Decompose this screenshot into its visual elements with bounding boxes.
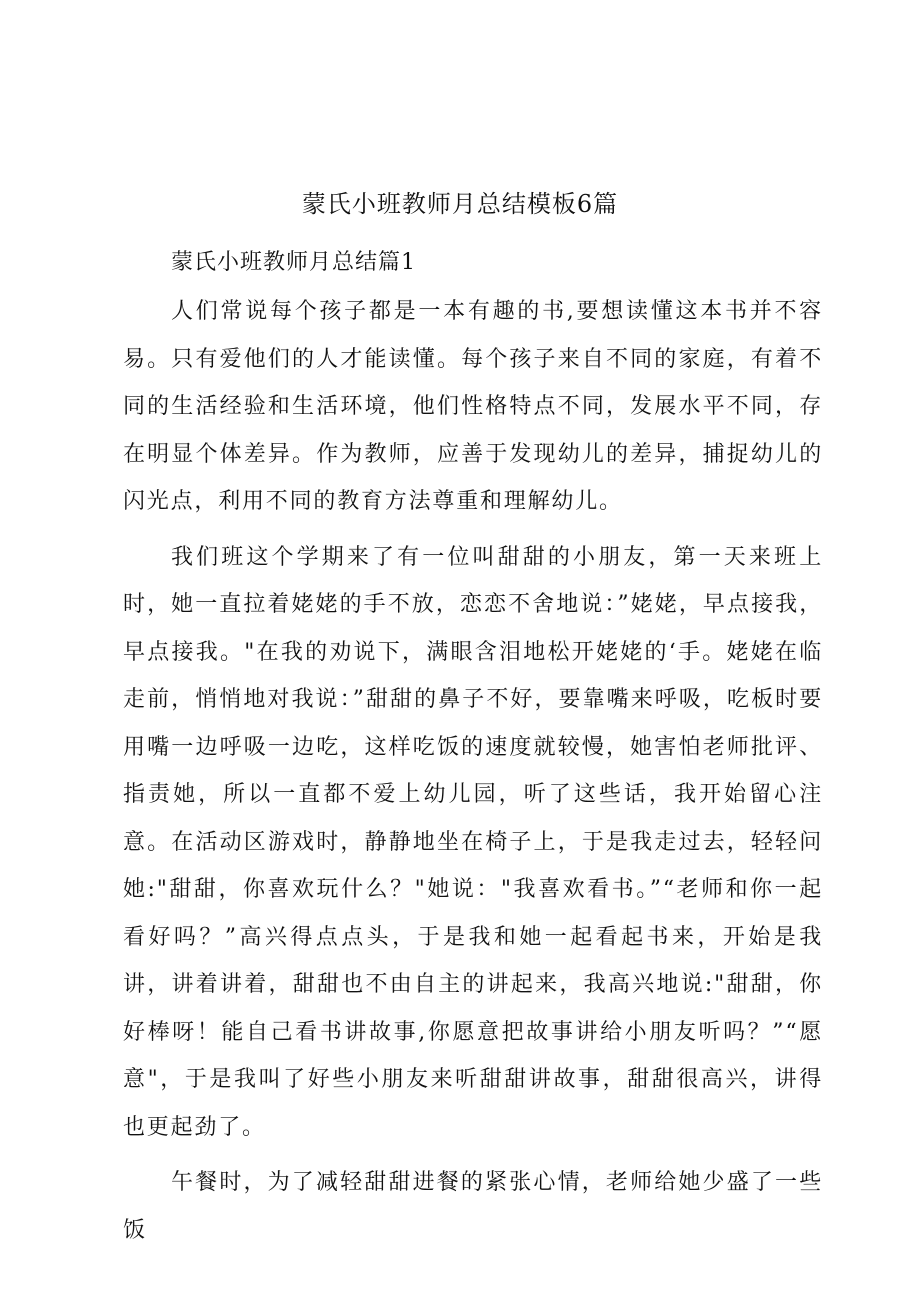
section-heading: 蒙氏小班教师月总结篇1 [171, 250, 416, 275]
paragraph-1: 人们常说每个孩子都是一本有趣的书,要想读懂这本书并不容易。只有爱他们的人才能读懂。每个孩子来自不同的家庭，有着不同的生活经验和生活环境，他们性格特点不同，发展水平不同，存在明显个体差异。作为教师，应善于发现幼儿的差异，捕捉幼儿的闪光点，利用不同的教育方法尊重和理解幼儿。 [123, 299, 823, 514]
paragraph-spacer [123, 1151, 823, 1159]
paragraph-2: 我们班这个学期来了有一位叫甜甜的小朋友，第一天来班上时，她一直拉着姥姥的手不放，恋恋不舍地说：”姥姥，早点接我，早点接我。"在我的劝说下，满眼含泪地松开姥姥的‘手。姥姥在临走前，悄悄地对我说：”甜甜的鼻子不好，要靠嘴来呼吸，吃板时要用嘴一边呼吸一边吃，这样吃饭的速度就较慢，她害怕老师批评、指责她，所以一直都不爱上幼儿园，听了这些话，我开始留心注意。在活动区游戏时，静静地坐在椅子上，于是我走过去，轻轻问她:"甜甜，你喜欢玩什么？"她说："我喜欢看书。”“老师和你一起看好吗？”高兴得点点头，于是我和她一起看起书来，开始是我讲，讲着讲着，甜甜也不由自主的讲起来，我高兴地说:"甜甜，你好棒呀！能自己看书讲故事,你愿意把故事讲给小朋友听吗？”“愿意"，于是我叫了好些小朋友来听甜甜讲故事，甜甜很高兴，讲得也更起劲了。 [123, 544, 823, 1140]
document-title: 蒙氏小班教师月总结模板6篇 [301, 190, 619, 218]
paragraph-3: 午餐时，为了减轻甜甜进餐的紧张心情，老师给她少盛了一些饭 [123, 1170, 823, 1243]
paragraph-spacer [123, 526, 823, 534]
document-body [123, 240, 823, 1254]
